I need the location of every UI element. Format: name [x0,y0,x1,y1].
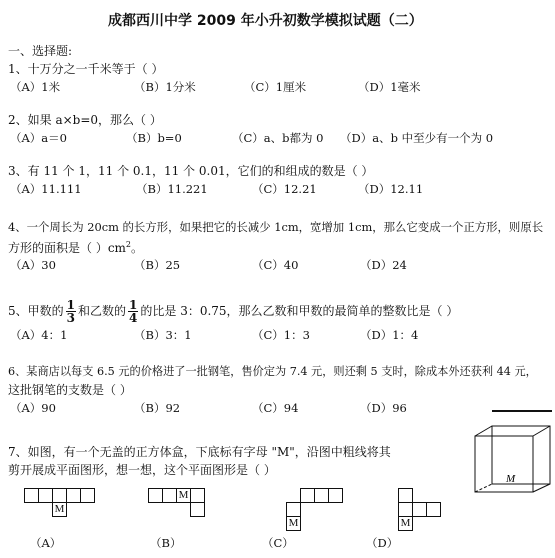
q2-option-a: （A）a＝0 [10,131,67,145]
fraction-1-denominator: 3 [66,311,75,325]
q3-option-a: （A）11.111 [10,182,82,196]
q7-option-d: （D） [366,536,399,550]
q5-option-a: （A）4：1 [10,328,68,342]
net-square [148,488,163,503]
fraction-2-denominator: 4 [129,311,138,325]
q2-option-c: （C）a、b都为 0 [232,131,324,145]
net-square [190,502,205,517]
net-square [314,488,329,503]
q4-option-d: （D）24 [360,258,407,272]
unit-exponent: 2 [125,240,132,249]
net-square [328,488,343,503]
net-square [190,488,205,503]
q5-option-b: （B）3：1 [134,328,192,342]
section-heading: 一、选择题: [8,44,73,58]
net-square-letter: M [398,516,413,531]
q4-option-c: （C）40 [252,258,299,272]
q7-option-b: （B） [150,536,182,550]
net-square [52,488,67,503]
net-square [162,488,177,503]
q5-mid: 和乙数的 [78,304,127,318]
fraction-1-numerator: 1 [66,298,75,312]
question-7-line-2: 剪开展成平面图形，想一想，这个平面图形是（ ） [8,463,276,477]
net-square [398,502,413,517]
net-square-letter: M [286,516,301,531]
q1-option-c: （C）1厘米 [244,80,307,94]
cube-bottom-letter: M [506,473,516,485]
exam-title: 成都西川中学 2009 年小升初数学模拟试题（二） [108,13,423,29]
net-square [300,488,315,503]
q3-option-b: （B）11.221 [136,182,208,196]
question-2-stem: 2、如果 a×b=0，那么（ ） [8,113,162,127]
q5-option-d: （D）1：4 [360,328,419,342]
q2-option-b: （B）b=0 [126,131,182,145]
fraction-one-third [66,299,76,324]
net-square [80,488,95,503]
question-4-line-1: 4、一个周长为 20cm 的长方形，如果把它的长减少 1cm，宽增加 1cm，那么它变成一个正方形，则原长 [8,220,544,234]
q2-option-d: （D）a、b 中至少有一个为 0 [340,131,494,145]
question-6-line-1: 6、某商店以每支 6.5 元的价格进了一批钢笔，售价定为 7.4 元，则还剩 5 支时，除成本外还获利 44 元， [8,365,537,378]
q4-option-a: （A）30 [10,258,56,272]
q1-option-d: （D）1毫米 [358,80,421,94]
q7-option-a: （A） [30,536,62,550]
net-square [412,502,427,517]
net-square [24,488,39,503]
fraction-2-numerator: 1 [129,298,138,312]
question-4-line-2 [8,238,143,255]
q5-post: 的比是 3：0.75，那么乙数和甲数的最简单的整数比是（ ） [140,304,459,318]
q6-option-b: （B）92 [134,401,181,415]
q1-option-b: （B）1分米 [134,80,196,94]
q6-option-d: （D）96 [360,401,407,415]
q7-option-c: （C） [262,536,294,550]
net-square [398,488,413,503]
question-7-line-1: 7、如图，有一个无盖的正方体盒，下底标有字母 "M"，沿图中粗线将其 [8,445,391,459]
net-square [286,502,301,517]
q6-option-c: （C）94 [252,401,299,415]
q5-pre: 5、甲数的 [8,304,64,318]
q1-option-a: （A）1米 [10,80,61,94]
question-6-line-2: 这批钢笔的支数是（ ） [8,383,132,397]
open-cube-diagram [470,408,554,494]
q4-option-b: （B）25 [134,258,181,272]
net-square [38,488,53,503]
net-square [66,488,81,503]
question-4-line-2-end: 。 [131,241,144,255]
q5-option-c: （C）1：3 [252,328,310,342]
net-square-letter: M [52,502,67,517]
question-4-line-2-text: 方形的面积是（ ）cm [8,241,126,255]
question-5-stem [8,297,458,325]
question-3-stem: 3、有 11 个 1，11 个 0.1，11 个 0.01，它们的和组成的数是（ ） [8,164,374,178]
q3-option-d: （D）12.11 [358,182,424,196]
q3-option-c: （C）12.21 [252,182,317,196]
q6-option-a: （A）90 [10,401,56,415]
net-square [426,502,441,517]
fraction-one-quarter [128,299,138,324]
net-square-letter: M [176,488,191,503]
question-1-stem: 1、十万分之一千米等于（ ） [8,62,164,76]
